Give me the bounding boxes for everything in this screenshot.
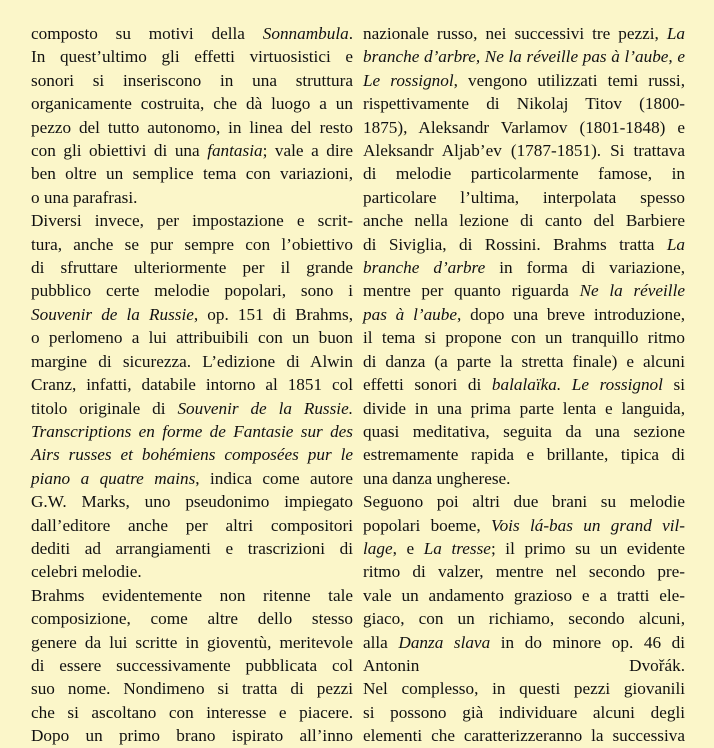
text-line bbox=[31, 256, 353, 279]
text-line bbox=[363, 560, 685, 583]
text-line bbox=[363, 162, 685, 185]
text-line bbox=[31, 490, 353, 513]
text-line bbox=[31, 209, 353, 232]
italic-text-run: La bbox=[666, 234, 685, 254]
text-run: il tema si propone con un tranquillo ritmo bbox=[363, 328, 685, 348]
text-run: composizione, come altre dello stesso bbox=[31, 609, 353, 629]
text-line bbox=[363, 326, 685, 349]
text-line bbox=[31, 116, 353, 139]
text-run: o perlomeno a lui attribuibili con un buon bbox=[31, 328, 353, 348]
text-line bbox=[31, 467, 353, 490]
text-run: ; vale a dire bbox=[262, 141, 353, 161]
text-run: ben oltre un semplice tema con variazioni, bbox=[31, 164, 353, 184]
text-run: rispettivamente di Nikolaj Titov (1800- bbox=[363, 94, 685, 114]
text-line bbox=[31, 607, 353, 630]
text-line bbox=[363, 373, 685, 396]
text-run: popolari boeme, bbox=[363, 515, 491, 535]
text-run: in do minore op. 46 di bbox=[490, 632, 685, 652]
text-line bbox=[363, 45, 685, 68]
text-run: Aleksandr Aljab’ev (1787-1851). Si trattava bbox=[363, 141, 685, 161]
italic-text-run: piano a quatre mains bbox=[31, 468, 196, 488]
text-run: quasi meditativa, seguita da una sezione bbox=[363, 421, 685, 441]
text-run: Diversi invece, per impostazione e scrit- bbox=[31, 211, 353, 231]
text-line bbox=[31, 537, 353, 560]
text-run: alla bbox=[363, 632, 399, 652]
text-line bbox=[31, 350, 353, 373]
text-run: di melodie particolarmente famose, in bbox=[363, 164, 685, 184]
text-line bbox=[363, 607, 685, 630]
text-run: con gli obiettivi di una bbox=[31, 141, 208, 161]
text-line bbox=[363, 514, 685, 537]
italic-text-run: La tresse bbox=[423, 538, 491, 558]
text-run: Dopo un primo brano ispirato all’inno bbox=[31, 726, 353, 746]
text-run: nazionale russo, nei successivi tre pezzi, bbox=[363, 24, 667, 43]
text-line bbox=[363, 22, 685, 45]
text-run: anche nella lezione di canto del Barbiere bbox=[363, 211, 685, 231]
text-run: di danza (a parte la stretta finale) e alcuni bbox=[363, 351, 685, 371]
text-run: divide in una prima parte lenta e languida, bbox=[363, 398, 685, 418]
text-run: in forma di variazione, bbox=[485, 258, 685, 278]
text-run: dediti ad arrangiamenti e trascrizioni di bbox=[31, 538, 353, 558]
text-run: ; il primo su un evidente bbox=[490, 538, 685, 558]
text-line bbox=[363, 654, 685, 677]
text-line bbox=[31, 162, 353, 185]
text-line bbox=[31, 514, 353, 537]
text-line bbox=[31, 443, 353, 466]
text-run: si possono già individuare alcuni degli bbox=[363, 702, 685, 722]
italic-text-run: Vois lá-bas un grand vil- bbox=[491, 515, 685, 535]
text-run: di sfruttare ulteriormente per il grande bbox=[31, 258, 353, 278]
text-line bbox=[31, 631, 353, 654]
text-line bbox=[31, 233, 353, 256]
text-line bbox=[363, 350, 685, 373]
text-run: di Siviglia, di Rossini. Brahms tratta bbox=[363, 234, 667, 254]
italic-text-run: branche d’arbre, Ne la réveille pas à l’aube, e bbox=[363, 47, 685, 67]
italic-text-run: Transcriptions en forme de Fantasie sur des bbox=[31, 421, 353, 441]
text-line bbox=[31, 373, 353, 396]
text-run: tura, anche se pur sempre con l’obiettivo bbox=[31, 234, 353, 254]
text-line bbox=[363, 116, 685, 139]
text-line bbox=[31, 92, 353, 115]
italic-text-run: pas à l’aube bbox=[363, 304, 457, 324]
text-line bbox=[31, 139, 353, 162]
italic-text-run: Ne la réveille bbox=[579, 281, 685, 301]
text-run: composto su motivi della bbox=[31, 24, 263, 43]
text-line bbox=[363, 279, 685, 302]
text-line bbox=[363, 631, 685, 654]
text-run: 1875), Aleksandr Varlamov (1801-1848) e bbox=[363, 117, 685, 137]
text-line bbox=[363, 256, 685, 279]
text-run: , indica come autore bbox=[195, 468, 353, 488]
text-line bbox=[31, 69, 353, 92]
text-line bbox=[363, 677, 685, 700]
italic-text-run: lage bbox=[363, 538, 393, 558]
text-run: Seguono poi altri due brani su melodie bbox=[363, 492, 685, 512]
text-run: , e bbox=[392, 538, 424, 558]
italic-text-run: Danza slava bbox=[398, 632, 491, 652]
text-run: Brahms evidentemente non ritenne tale bbox=[31, 585, 353, 605]
text-run: o una parafrasi. bbox=[31, 187, 138, 207]
italic-text-run: Souvenir de la Russie bbox=[31, 304, 194, 324]
text-run: vale un andamento grazioso e a tratti ele- bbox=[363, 585, 685, 605]
italic-text-run: Airs russes et bohémiens composées pur le bbox=[31, 445, 353, 465]
text-run: organicamente costruita, che dà luogo a un bbox=[31, 94, 353, 114]
text-line bbox=[363, 186, 685, 209]
italic-text-run: Souvenir de la Russie. bbox=[177, 398, 354, 418]
text-line bbox=[31, 45, 353, 68]
text-line bbox=[363, 303, 685, 326]
text-line bbox=[363, 490, 685, 513]
text-line bbox=[31, 420, 353, 443]
text-line bbox=[363, 397, 685, 420]
text-run: . bbox=[348, 24, 353, 43]
text-run: Antonin Dvořák. bbox=[363, 655, 685, 675]
text-run: celebri melodie. bbox=[31, 562, 142, 582]
text-line bbox=[31, 584, 353, 607]
italic-text-run: fantasia bbox=[207, 141, 263, 161]
text-run: Cranz, infatti, databile intorno al 1851 col bbox=[31, 375, 353, 395]
text-run: ritmo di valzer, mentre nel secondo pre- bbox=[363, 562, 685, 582]
text-run: , op. 151 di Brahms, bbox=[193, 304, 354, 324]
text-line bbox=[31, 724, 353, 747]
text-line bbox=[363, 209, 685, 232]
text-run: pubblico certe melodie popolari, sono i bbox=[31, 281, 353, 301]
text-run: pezzo del tutto autonomo, in linea del resto bbox=[31, 117, 353, 137]
text-run: margine di sicurezza. L’edizione di Alwin bbox=[31, 351, 353, 371]
text-run: che si ascoltano con interesse e piacere. bbox=[31, 702, 353, 722]
text-run: una danza ungherese. bbox=[363, 468, 511, 488]
text-run: titolo originale di bbox=[31, 398, 178, 418]
text-run: mentre per quanto riguarda bbox=[363, 281, 580, 301]
text-line bbox=[363, 139, 685, 162]
text-line bbox=[31, 560, 353, 583]
text-run: sonori si inseriscono in una struttura bbox=[31, 70, 353, 90]
text-line bbox=[363, 701, 685, 724]
text-line bbox=[363, 584, 685, 607]
text-run: effetti sonori di bbox=[363, 375, 492, 395]
left-text-column bbox=[31, 22, 353, 748]
text-line bbox=[363, 537, 685, 560]
text-run: , dopo una breve introduzione, bbox=[456, 304, 685, 324]
text-run: genere da lui scritte in gioventù, meritevole bbox=[31, 632, 353, 652]
text-line bbox=[363, 233, 685, 256]
text-run: di essere successivamente pubblicata col bbox=[31, 655, 353, 675]
text-run: Nel complesso, in questi pezzi giovanili bbox=[363, 679, 685, 699]
text-line bbox=[31, 701, 353, 724]
text-line bbox=[31, 397, 353, 420]
right-text-column bbox=[363, 22, 685, 748]
text-line bbox=[363, 92, 685, 115]
text-line bbox=[363, 724, 685, 747]
text-line bbox=[31, 654, 353, 677]
italic-text-run: balalaïka. Le rossignol bbox=[491, 375, 663, 395]
text-run: , vengono utilizzati temi russi, bbox=[453, 70, 686, 90]
text-line bbox=[31, 186, 353, 209]
text-line bbox=[363, 69, 685, 92]
text-run: G.W. Marks, uno pseudonimo impiegato bbox=[31, 492, 353, 512]
text-line bbox=[363, 420, 685, 443]
text-line bbox=[31, 326, 353, 349]
text-run: particolare l’ultima, interpolata spesso bbox=[363, 187, 685, 207]
text-line bbox=[31, 677, 353, 700]
text-run: In quest’ultimo gli effetti virtuosistici e bbox=[31, 47, 353, 67]
text-line bbox=[363, 467, 685, 490]
italic-text-run: Le rossignol bbox=[363, 70, 454, 90]
text-run: elementi che caratterizzeranno la successiva bbox=[363, 726, 685, 746]
text-run: giaco, con un richiamo, secondo alcuni, bbox=[363, 609, 685, 629]
text-line bbox=[31, 22, 353, 45]
italic-text-run: Sonnambula bbox=[262, 24, 349, 43]
italic-text-run: La bbox=[666, 24, 685, 43]
text-run: estremamente rapida e brillante, tipica di bbox=[363, 445, 685, 465]
italic-text-run: branche d’arbre bbox=[363, 258, 486, 278]
text-line bbox=[363, 443, 685, 466]
text-line bbox=[31, 303, 353, 326]
text-run: si bbox=[662, 375, 686, 395]
text-run: suo nome. Nondimeno si tratta di pezzi bbox=[31, 679, 353, 699]
text-run: dall’editore anche per altri compositori bbox=[31, 515, 353, 535]
text-line bbox=[31, 279, 353, 302]
